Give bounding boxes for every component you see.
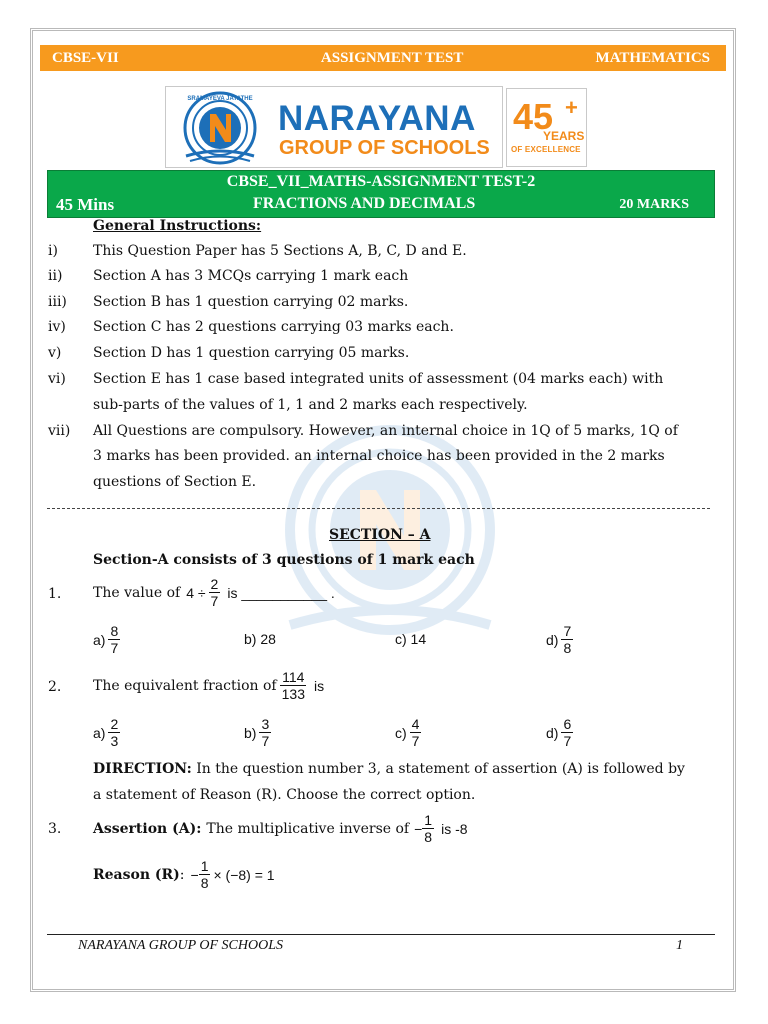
- test-info-box: [47, 170, 715, 218]
- q2-suffix: is: [313, 677, 325, 694]
- option-label: b) 28: [244, 631, 276, 647]
- test-topic: FRACTIONS AND DECIMALS: [253, 195, 476, 212]
- question-2: [93, 669, 324, 702]
- question-3-assertion: [93, 812, 468, 845]
- assertion-text: The multiplicative inverse of: [206, 820, 410, 837]
- test-duration: 45 Mins: [56, 195, 115, 214]
- direction-body: In the question number 3, a statement of assertion (A) is followed by: [196, 761, 685, 777]
- reason-label: Reason (R): [93, 866, 180, 883]
- option-denominator: 7: [563, 733, 572, 749]
- instruction-num: iii): [48, 294, 67, 310]
- option-numerator: 2: [110, 716, 119, 732]
- option-b: [244, 631, 276, 647]
- brand-subtitle: GROUP OF SCHOOLS: [279, 137, 490, 159]
- q2-prefix: The equivalent fraction of: [93, 677, 277, 694]
- instruction-text-cont: questions of Section E.: [93, 474, 257, 490]
- option-numerator: 8: [110, 623, 119, 639]
- years-word: YEARS: [543, 129, 585, 143]
- option-d: [546, 716, 576, 749]
- assertion-numerator: 1: [424, 812, 433, 828]
- emblem-icon: [172, 90, 268, 166]
- instruction-text: All Questions are compulsory. However, an internal choice in 1Q of 5 marks, 1Q of: [93, 423, 678, 439]
- option-a: [93, 623, 123, 656]
- option-numerator: 7: [563, 623, 572, 639]
- instruction-num: iv): [48, 319, 66, 335]
- instruction-text-cont: 3 marks has been provided. an internal choice has been provided in the 2 marks: [93, 448, 665, 464]
- instruction-num: ii): [48, 268, 63, 284]
- assertion-suffix: is -8: [441, 820, 468, 837]
- option-denominator: 7: [411, 733, 420, 749]
- option-label: b): [244, 724, 257, 741]
- section-a-title: SECTION – A: [329, 527, 431, 543]
- question-1: [93, 576, 335, 609]
- reason-fraction: [199, 858, 211, 891]
- instruction-text-cont: sub-parts of the values of 1, 1 and 2 marks each respectively.: [93, 397, 528, 413]
- footer-divider: [47, 934, 715, 935]
- q1-suffix: is ___________ .: [227, 584, 335, 601]
- header-subject: MATHEMATICS: [595, 49, 710, 66]
- option-a: [93, 716, 123, 749]
- instruction-text: Section A has 3 MCQs carrying 1 mark each: [93, 268, 409, 284]
- direction-text: [93, 761, 685, 777]
- question-3-reason: [93, 858, 275, 891]
- reason-expression: × (−8) = 1: [213, 866, 275, 883]
- question-number: 1.: [48, 586, 62, 602]
- test-marks: 20 MARKS: [619, 197, 689, 212]
- question-number: 2.: [48, 679, 62, 695]
- q1-prefix: The value of: [93, 584, 181, 601]
- q1-numerator: 2: [210, 576, 219, 592]
- header-class: CBSE-VII: [52, 49, 119, 66]
- option-numerator: 3: [261, 716, 270, 732]
- instructions-heading: General Instructions:: [93, 218, 262, 234]
- q2-fraction: [280, 669, 307, 702]
- instruction-num: v): [48, 345, 62, 361]
- option-numerator: 4: [411, 716, 420, 732]
- divider: [47, 508, 710, 509]
- instruction-num: vi): [48, 371, 66, 387]
- option-label: a): [93, 724, 106, 741]
- instruction-text: Section C has 2 questions carrying 03 marks each.: [93, 319, 454, 335]
- option-denominator: 7: [261, 733, 270, 749]
- instruction-text: Section E has 1 case based integrated units of assessment (04 marks each) with: [93, 371, 664, 387]
- assertion-minus: −: [414, 820, 423, 837]
- q1-expression: 4 ÷: [186, 584, 206, 601]
- option-denominator: 8: [563, 640, 572, 656]
- option-c: [395, 631, 426, 647]
- option-d: [546, 623, 576, 656]
- q1-denominator: 7: [210, 593, 219, 609]
- instruction-text: This Question Paper has 5 Sections A, B, C, D and E.: [93, 243, 467, 259]
- direction-text-cont: a statement of Reason (R). Choose the correct option.: [93, 787, 476, 803]
- option-label: c): [395, 724, 407, 741]
- direction-label: DIRECTION:: [93, 761, 192, 777]
- q1-fraction: [209, 576, 221, 609]
- q2-denominator: 133: [281, 686, 305, 702]
- header-test: ASSIGNMENT TEST: [320, 49, 464, 66]
- assertion-denominator: 8: [424, 829, 433, 845]
- brand-name: NARAYANA: [278, 99, 476, 138]
- option-label: d): [546, 631, 559, 648]
- question-number: 3.: [48, 821, 62, 837]
- reason-numerator: 1: [200, 858, 209, 874]
- option-label: a): [93, 631, 106, 648]
- reason-colon: :: [179, 866, 185, 883]
- reason-denominator: 8: [200, 875, 209, 891]
- instruction-num: i): [48, 243, 58, 259]
- option-denominator: 3: [110, 733, 119, 749]
- test-title: CBSE_VII_MATHS-ASSIGNMENT TEST-2: [226, 173, 536, 190]
- school-logo: [165, 86, 503, 168]
- section-a-subtitle: Section-A consists of 3 questions of 1 mark each: [93, 552, 475, 568]
- assertion-label: Assertion (A):: [93, 820, 202, 837]
- years-sub: OF EXCELLENCE: [511, 145, 581, 154]
- option-label: c) 14: [395, 631, 427, 647]
- years-number: 45: [513, 96, 554, 137]
- years-badge: [506, 88, 587, 167]
- logo-motto: SRAMAYEVA JAYATHE: [187, 96, 253, 102]
- footer-page-number: 1: [676, 938, 683, 953]
- footer-school: NARAYANA GROUP OF SCHOOLS: [78, 938, 284, 953]
- reason-minus: −: [190, 866, 199, 883]
- q2-numerator: 114: [282, 669, 305, 685]
- option-denominator: 7: [110, 640, 119, 656]
- instruction-text: Section D has 1 question carrying 05 marks.: [93, 345, 410, 361]
- instruction-text: Section B has 1 question carrying 02 marks.: [93, 294, 409, 310]
- years-plus: +: [565, 95, 578, 120]
- option-c: [395, 716, 424, 749]
- option-label: d): [546, 724, 559, 741]
- option-b: [244, 716, 274, 749]
- assertion-fraction: [422, 812, 434, 845]
- header-bar: [40, 45, 726, 71]
- instruction-num: vii): [48, 423, 71, 439]
- option-numerator: 6: [563, 716, 572, 732]
